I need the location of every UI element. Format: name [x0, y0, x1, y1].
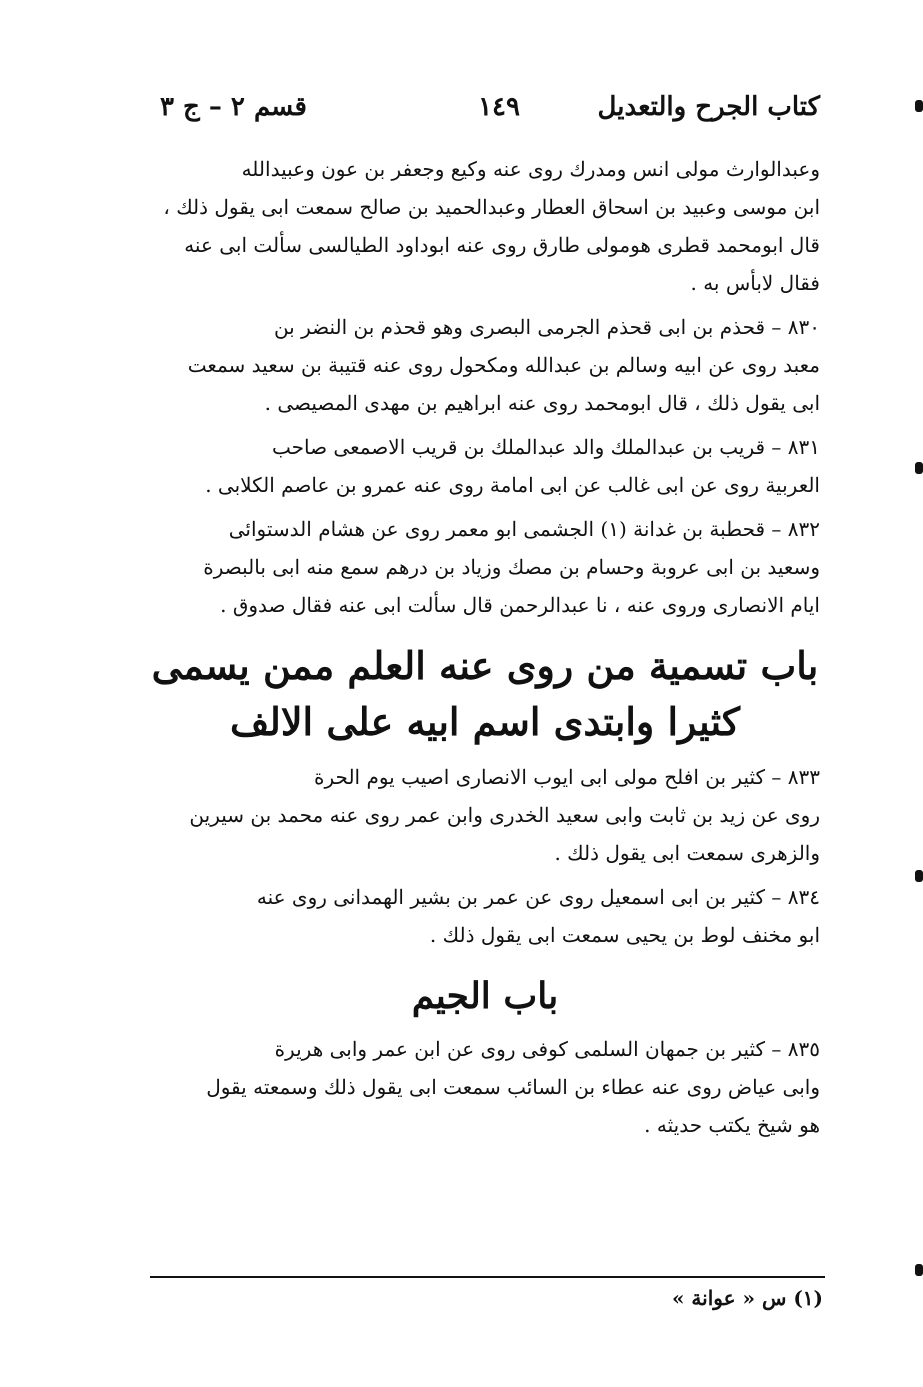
page-header	[160, 92, 820, 142]
text-line: فقال لابأس به .	[690, 271, 820, 295]
text-line: روى عن زيد بن ثابت وابى سعيد الخدرى وابن عمر روى عنه محمد بن سيرين	[189, 803, 820, 827]
text-line: وابى عياض روى عنه عطاء بن السائب سمعت ابى يقول ذلك وسمعته يقول	[206, 1075, 820, 1099]
entry-834	[150, 878, 820, 954]
section-part-label: قسم ٢ – ج ٣	[160, 92, 307, 122]
text-line: ٨٣٢ – قحطبة بن غدانة (١) الجشمى ابو معمر روى عن هشام الدستوائى	[228, 517, 820, 541]
footnote-divider	[150, 1276, 825, 1278]
text-line: معبد روى عن ابيه وسالم بن عبدالله ومكحول روى عنه قتيبة بن سعيد سمعت	[187, 353, 820, 377]
book-title: كتاب الجرح والتعديل	[597, 92, 820, 122]
text-line: ٨٣٥ – كثير بن جمهان السلمى كوفى روى عن ابن عمر وابى هريرة	[274, 1037, 820, 1061]
text-line: ٨٣٤ – كثير بن ابى اسمعيل روى عن عمر بن بشير الهمدانى روى عنه	[256, 885, 820, 909]
margin-mark	[915, 870, 923, 882]
text-line: العربية روى عن ابى غالب عن ابى امامة روى عنه عمرو بن عاصم الكلابى .	[205, 473, 820, 497]
margin-mark	[915, 1264, 923, 1276]
chapter-heading	[150, 638, 820, 750]
margin-mark	[915, 462, 923, 474]
entry-continuation	[150, 150, 820, 302]
text-line: ابو مخنف لوط بن يحيى سمعت ابى يقول ذلك .	[429, 923, 820, 947]
footnote: (١) س « عوانة »	[671, 1286, 823, 1310]
text-line: ٨٣١ – قريب بن عبدالملك والد عبدالملك بن قريب الاصمعى صاحب	[271, 435, 820, 459]
text-line: وسعيد بن ابى عروبة وحسام بن مصك وزياد بن درهم سمع منه ابى بالبصرة	[203, 555, 820, 579]
chapter-heading-line-2: كثيرا وابتدى اسم ابيه على الالف	[229, 699, 741, 744]
page-number: ١٤٩	[478, 92, 520, 122]
text-line: ٨٣٣ – كثير بن افلح مولى ابى ايوب الانصارى اصيب يوم الحرة	[314, 765, 820, 789]
text-line: هو شيخ يكتب حديثه .	[644, 1113, 820, 1137]
text-line: قال ابومحمد قطرى هومولى طارق روى عنه ابوداود الطيالسى سألت ابى عنه	[184, 233, 820, 257]
text-line: والزهرى سمعت ابى يقول ذلك .	[554, 841, 820, 865]
entry-833	[150, 758, 820, 872]
entry-835	[150, 1030, 820, 1144]
text-line: ايام الانصارى وروى عنه ، نا عبدالرحمن قال سألت ابى عنه فقال صدوق .	[220, 593, 820, 617]
entry-830	[150, 308, 820, 422]
text-line: ابى يقول ذلك ، قال ابومحمد روى عنه ابراهيم بن مهدى المصيصى .	[264, 391, 820, 415]
margin-mark	[915, 100, 923, 112]
text-line: ٨٣٠ – قحذم بن ابى قحذم الجرمى البصرى وهو قحذم بن النضر بن	[273, 315, 820, 339]
entry-832	[150, 510, 820, 624]
text-line: وعبدالوارث مولى انس ومدرك روى عنه وكيع وجعفر بن عون وعبيدالله	[241, 157, 820, 181]
chapter-heading-line-1: باب تسمية من روى عنه العلم ممن يسمى	[151, 643, 819, 688]
entry-831	[150, 428, 820, 504]
text-line: ابن موسى وعبيد بن اسحاق العطار وعبدالحميد بن صالح سمعت ابى يقول ذلك ،	[163, 195, 820, 219]
section-heading: باب الجيم	[411, 975, 559, 1017]
main-text	[150, 150, 820, 1150]
